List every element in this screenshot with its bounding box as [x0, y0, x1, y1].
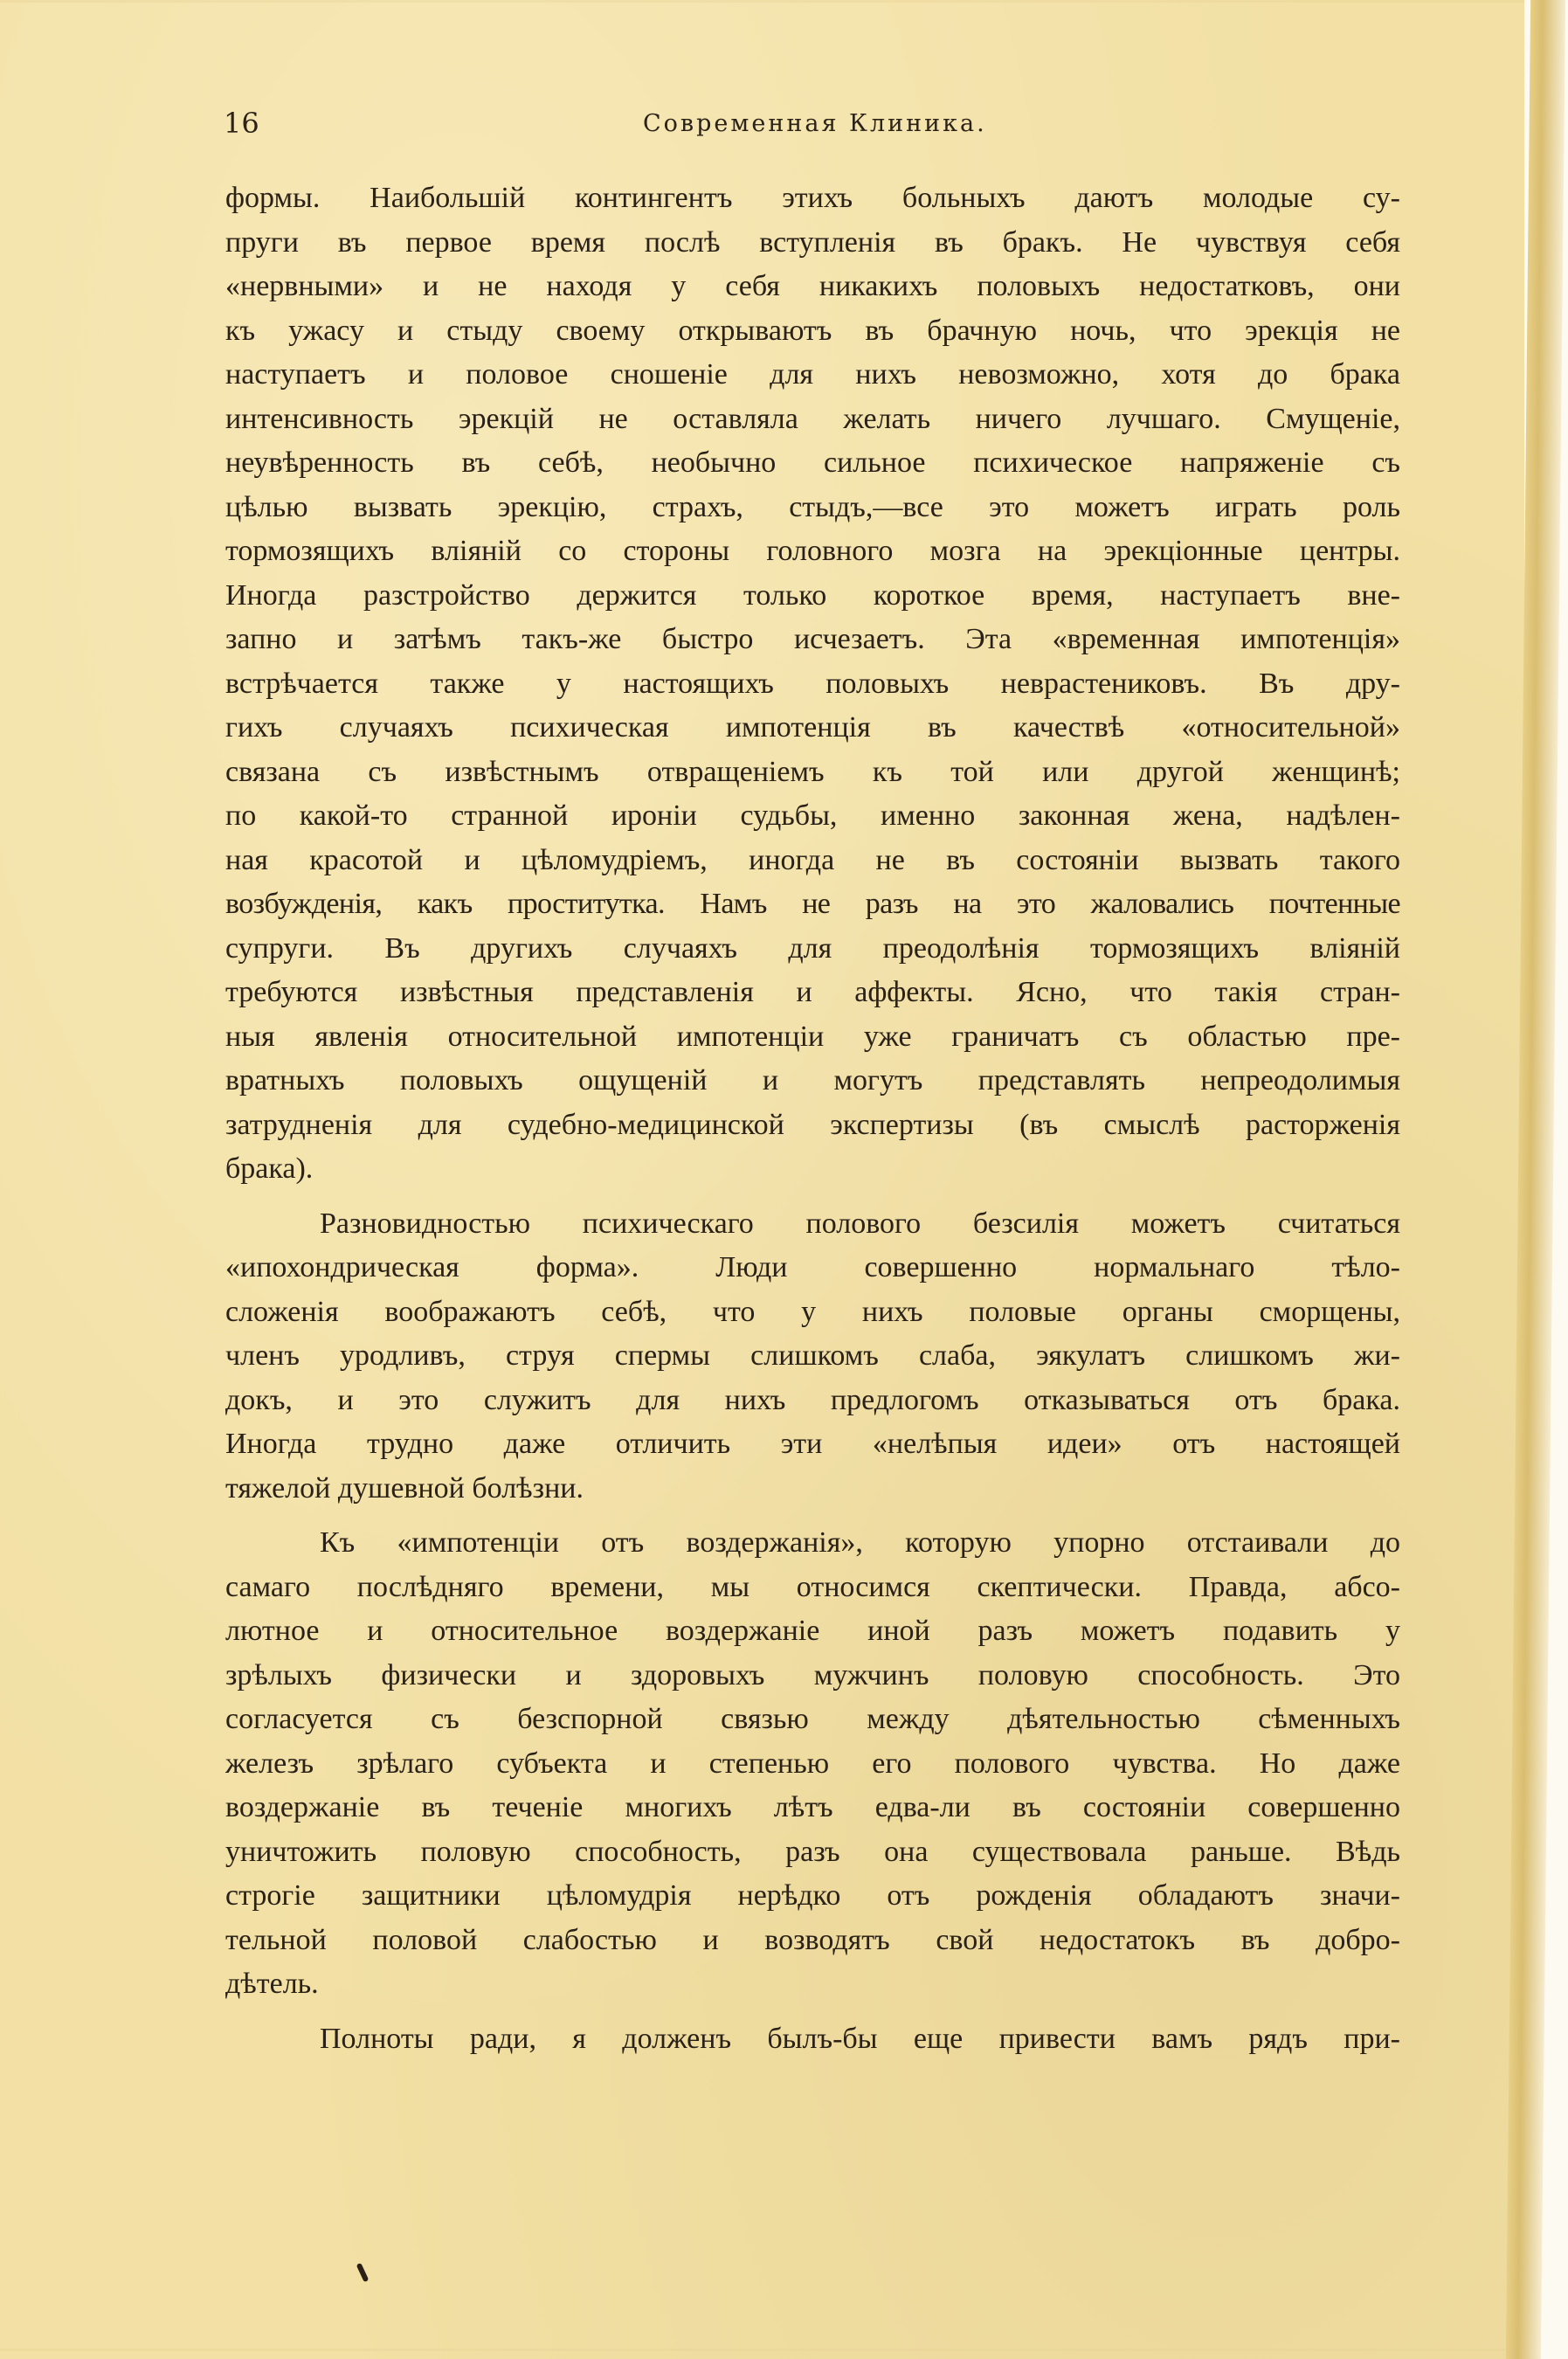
text-line: наступаетъ и половое сношеніе для нихъ невозможно, хотя до брака [225, 358, 1400, 391]
body-text [225, 176, 1400, 2061]
text-line: лютное и относительное воздержаніе иной разъ можетъ подавить у [225, 1615, 1400, 1647]
text-line: дѣтель. [225, 1968, 319, 2000]
text-line: железъ зрѣлаго субъекта и степенью его полового чувства. Но даже [225, 1747, 1400, 1780]
running-head: Современная Клиника. [643, 110, 987, 137]
text-line: воздержаніе въ теченіе многихъ лѣтъ едва-ли въ состояніи совершенно [225, 1791, 1400, 1823]
text-line: возбужденія, какъ проститутка. Намъ не разъ на это жаловались почтенные [225, 888, 1400, 920]
text-line: докъ, и это служитъ для нихъ предлогомъ отказываться отъ брака. [225, 1383, 1400, 1416]
text-line: гихъ случаяхъ психическая импотенція въ качествѣ «относительной» [225, 711, 1400, 744]
text-line: тельной половой слабостью и возводятъ свой недостатокъ въ добро- [225, 1923, 1400, 1956]
text-line: сложенія воображаютъ себѣ, что у нихъ половые органы сморщены, [225, 1295, 1400, 1328]
text-line: «нервными» и не находя у себя никакихъ половыхъ недостатковъ, они [225, 270, 1400, 302]
text-line: тормозящихъ вліяній со стороны головного мозга на эрекціонные центры. [225, 535, 1400, 567]
text-line: Разновидностью психическаго полового безсилія можетъ считаться [320, 1207, 1400, 1240]
text-line: по какой-то странной ироніи судьбы, именно законная жена, надѣлен- [225, 799, 1400, 832]
text-line: самаго послѣдняго времени, мы относимся скептически. Правда, абсо- [225, 1570, 1400, 1603]
text-line: Къ «импотенціи отъ воздержанія», которую упорно отстаивали до [320, 1526, 1400, 1559]
text-line: зрѣлыхъ физически и здоровыхъ мужчинъ половую способность. Это [225, 1658, 1400, 1691]
text-line: запно и затѣмъ такъ-же быстро исчезаетъ. Эта «временная импотенція» [225, 623, 1400, 655]
text-line: къ ужасу и стыду своему открываютъ въ брачную ночь, что эрекція не [225, 314, 1400, 347]
text-line: пруги въ первое время послѣ вступленія въ бракъ. Не чувствуя себя [225, 225, 1400, 259]
text-line: супруги. Въ другихъ случаяхъ для преодолѣнія тормозящихъ вліяній [225, 931, 1400, 965]
text-line: требуются извѣстныя представленія и аффекты. Ясно, что такія стран- [225, 976, 1400, 1008]
text-line: неувѣренность въ себѣ, необычно сильное психическое напряженіе съ [225, 446, 1400, 479]
text-line: брака). [225, 1152, 314, 1185]
text-line: ная красотой и цѣломудріемъ, иногда не въ состояніи вызвать такого [225, 843, 1400, 876]
text-line: связана съ извѣстнымъ отвращеніемъ къ той или другой женщинѣ; [225, 755, 1400, 788]
text-line: Иногда трудно даже отличить эти «нелѣпыя идеи» отъ настоящей [225, 1428, 1400, 1460]
text-line: затрудненія для судебно-медицинской экспертизы (въ смыслѣ расторженія [225, 1108, 1400, 1141]
text-line: Иногда разстройство держится только короткое время, наступаетъ вне- [225, 578, 1400, 612]
text-line: строгіе защитники цѣломудрія нерѣдко отъ рожденія обладаютъ значи- [225, 1879, 1400, 1912]
page-number: 16 [224, 107, 259, 140]
text-line: интенсивность эрекцій не оставляла желать ничего лучшаго. Смущеніе, [225, 402, 1400, 435]
text-line: уничтожить половую способность, разъ она существовала раньше. Вѣдь [225, 1835, 1400, 1868]
ink-blot [356, 2263, 370, 2282]
text-line: цѣлью вызвать эрекцію, страхъ, стыдъ,—все это можетъ играть роль [225, 490, 1400, 523]
text-line: тяжелой душевной болѣзни. [225, 1471, 584, 1505]
text-line: встрѣчается также у настоящихъ половыхъ неврастениковъ. Въ дру- [225, 667, 1400, 700]
text-line: ныя явленія относительной импотенціи уже граничатъ съ областью пре- [225, 1020, 1400, 1053]
text-line: Полноты ради, я долженъ былъ-бы еще привести вамъ рядъ при- [320, 2022, 1400, 2055]
text-line: вратныхъ половыхъ ощущеній и могутъ представлять непреодолимыя [225, 1064, 1400, 1096]
text-line: формы. Наибольшій контингентъ этихъ больныхъ даютъ молодые су- [225, 182, 1400, 214]
text-line: «ипохондрическая форма». Люди совершенно нормальнаго тѣло- [225, 1251, 1400, 1283]
page-header [224, 107, 1403, 150]
scan-band [0, 0, 1524, 3]
scan-band [0, 2349, 1524, 2351]
text-line: согласуется съ безспорной связью между дѣятельностью сѣменныхъ [225, 1703, 1400, 1735]
text-line: членъ уродливъ, струя спермы слишкомъ слаба, эякулатъ слишкомъ жи- [225, 1339, 1400, 1372]
